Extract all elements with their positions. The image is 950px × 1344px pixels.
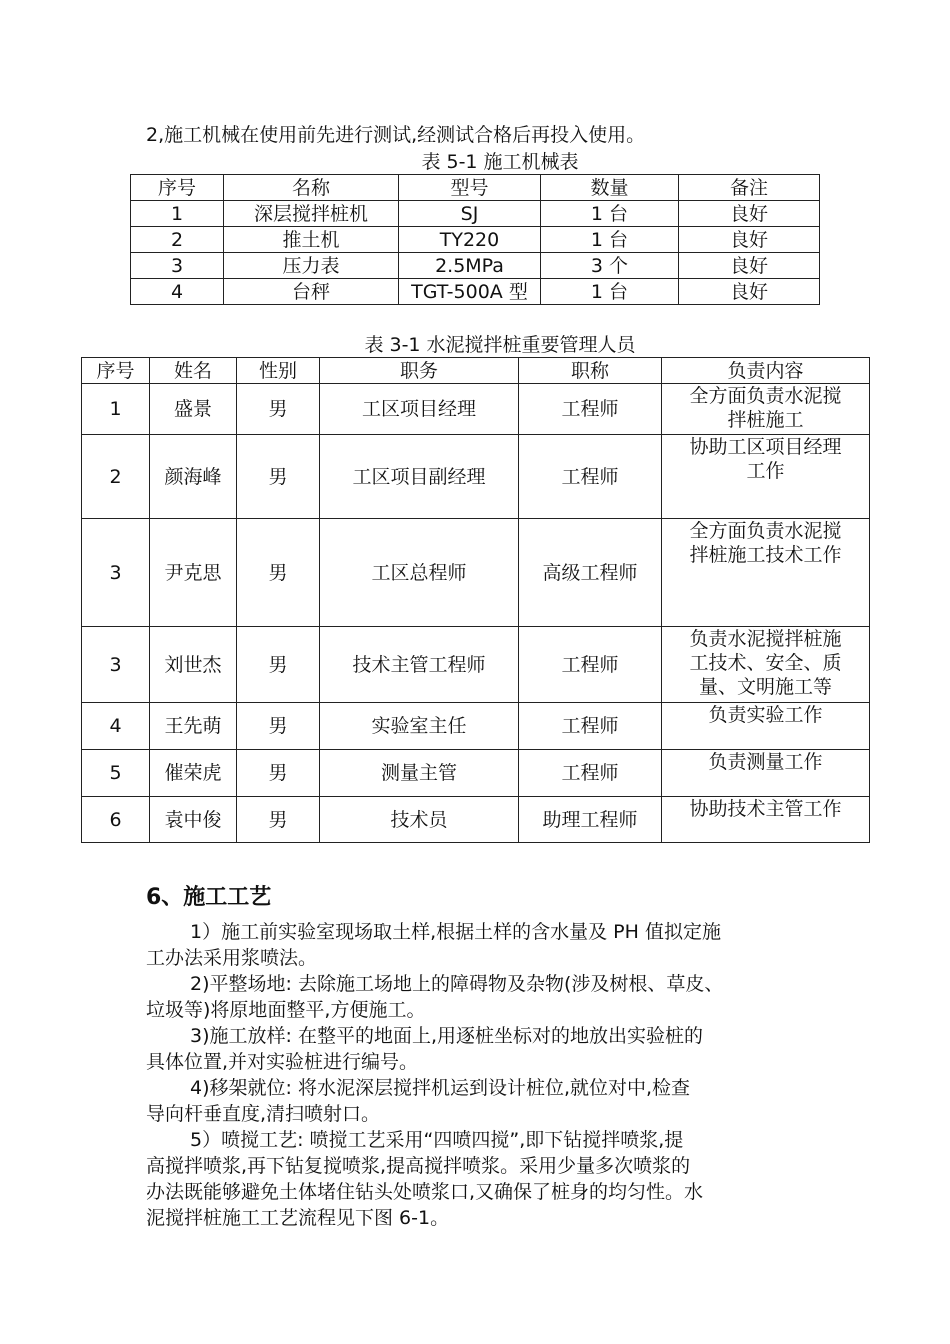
person-name: 刘世杰 — [150, 627, 237, 703]
row-number: 2 — [82, 435, 150, 519]
person-sex: 男 — [237, 750, 320, 797]
column-header: 职务 — [320, 358, 519, 384]
table-cell: 良好 — [679, 201, 820, 227]
paragraph-line: 具体位置,并对实验桩进行编号。 — [146, 1051, 419, 1073]
person-title: 高级工程师 — [519, 519, 662, 627]
responsibility-line: 全方面负责水泥搅 — [689, 520, 842, 542]
person-name: 尹克思 — [150, 519, 237, 627]
row-number: 4 — [82, 703, 150, 750]
responsibility-cell — [662, 797, 870, 843]
column-header: 型号 — [399, 175, 541, 201]
person-duty: 技术员 — [320, 797, 519, 843]
table-row — [131, 227, 820, 253]
responsibility-line: 工作 — [746, 460, 785, 482]
person-name: 催荣虎 — [150, 750, 237, 797]
column-header: 负责内容 — [662, 358, 870, 384]
table-cell: 良好 — [679, 227, 820, 253]
table-cell: 深层搅拌桩机 — [224, 201, 399, 227]
person-sex: 男 — [237, 627, 320, 703]
responsibility-line: 拌桩施工技术工作 — [689, 544, 842, 566]
person-title: 工程师 — [519, 435, 662, 519]
responsibility-cell — [662, 384, 870, 435]
column-header: 序号 — [82, 358, 150, 384]
table-cell: SJ — [399, 201, 541, 227]
person-name: 颜海峰 — [150, 435, 237, 519]
person-title: 工程师 — [519, 703, 662, 750]
responsibility-cell — [662, 435, 870, 519]
responsibility-line: 拌桩施工 — [727, 409, 804, 431]
person-sex: 男 — [237, 384, 320, 435]
person-name: 王先萌 — [150, 703, 237, 750]
table-cell: 1 — [131, 201, 224, 227]
table-cell: 推土机 — [224, 227, 399, 253]
person-sex: 男 — [237, 797, 320, 843]
paragraph-line: 1）施工前实验室现场取土样,根据土样的含水量及 PH 值拟定施 — [190, 921, 721, 943]
paragraph-line: 泥搅拌桩施工工艺流程见下图 6-1。 — [146, 1207, 450, 1229]
person-duty: 工区项目经理 — [320, 384, 519, 435]
responsibility-cell — [662, 703, 870, 750]
responsibility-line: 负责水泥搅拌桩施 — [689, 628, 842, 650]
responsibility-line: 协助技术主管工作 — [689, 798, 842, 820]
responsibility-line: 负责实验工作 — [708, 704, 823, 726]
table-row — [82, 435, 870, 519]
paragraph-line: 3)施工放样: 在整平的地面上,用逐桩坐标对的地放出实验桩的 — [190, 1025, 703, 1047]
row-number: 3 — [82, 519, 150, 627]
person-sex: 男 — [237, 435, 320, 519]
paragraph-line: 2)平整场地: 去除施工场地上的障碍物及杂物(涉及树根、草皮、 — [190, 973, 724, 995]
paragraph-line: 办法既能够避免土体堵住钻头处喷浆口,又确保了桩身的均匀性。水 — [146, 1181, 704, 1203]
table-row — [82, 750, 870, 797]
table-row — [82, 703, 870, 750]
table-row — [131, 279, 820, 305]
paragraph-line: 导向杆垂直度,清扫喷射口。 — [146, 1103, 381, 1125]
table-cell: 2 — [131, 227, 224, 253]
table-cell: 2.5MPa — [399, 253, 541, 279]
paragraph-line: 5）喷搅工艺: 喷搅工艺采用“四喷四搅”,即下钻搅拌喷浆,提 — [190, 1129, 684, 1151]
responsibility-line: 量、文明施工等 — [698, 676, 832, 698]
table1-caption: 表 5-1 施工机械表 — [421, 151, 579, 173]
intro-line: 2,施工机械在使用前先进行测试,经测试合格后再投入使用。 — [146, 124, 646, 146]
table-row — [131, 201, 820, 227]
section-heading: 6、施工工艺 — [146, 885, 272, 910]
table-row — [82, 519, 870, 627]
row-number: 3 — [82, 627, 150, 703]
row-number: 6 — [82, 797, 150, 843]
row-number: 5 — [82, 750, 150, 797]
person-title: 工程师 — [519, 384, 662, 435]
table-header-row — [82, 358, 870, 384]
table-cell: 台秤 — [224, 279, 399, 305]
responsibility-cell — [662, 519, 870, 627]
table-cell: 压力表 — [224, 253, 399, 279]
table2-caption: 表 3-1 水泥搅拌桩重要管理人员 — [364, 334, 636, 356]
person-title: 助理工程师 — [519, 797, 662, 843]
table-cell: TGT-500A 型 — [399, 279, 541, 305]
table-cell: 3 个 — [541, 253, 679, 279]
person-duty: 工区项目副经理 — [320, 435, 519, 519]
person-title: 工程师 — [519, 750, 662, 797]
person-sex: 男 — [237, 703, 320, 750]
person-duty: 测量主管 — [320, 750, 519, 797]
table-cell: 1 台 — [541, 201, 679, 227]
responsibility-line: 工技术、安全、质 — [689, 652, 842, 674]
table-row — [82, 797, 870, 843]
table-cell: 4 — [131, 279, 224, 305]
person-name: 袁中俊 — [150, 797, 237, 843]
table-row — [131, 253, 820, 279]
person-sex: 男 — [237, 519, 320, 627]
responsibility-cell — [662, 750, 870, 797]
paragraph-line: 4)移架就位: 将水泥深层搅拌机运到设计桩位,就位对中,检查 — [190, 1077, 691, 1099]
table-cell: 良好 — [679, 253, 820, 279]
paragraph-line: 工办法采用浆喷法。 — [146, 947, 318, 969]
column-header: 数量 — [541, 175, 679, 201]
paragraph-line: 高搅拌喷浆,再下钻复搅喷浆,提高搅拌喷浆。采用少量多次喷浆的 — [146, 1155, 691, 1177]
row-number: 1 — [82, 384, 150, 435]
responsibility-cell — [662, 627, 870, 703]
paragraph-line: 垃圾等)将原地面整平,方便施工。 — [146, 999, 426, 1021]
responsibility-line: 全方面负责水泥搅 — [689, 385, 842, 407]
person-title: 工程师 — [519, 627, 662, 703]
table-cell: 3 — [131, 253, 224, 279]
column-header: 姓名 — [150, 358, 237, 384]
table-cell: TY220 — [399, 227, 541, 253]
table-cell: 良好 — [679, 279, 820, 305]
table-row — [82, 384, 870, 435]
person-duty: 技术主管工程师 — [320, 627, 519, 703]
column-header: 性别 — [237, 358, 320, 384]
table-cell: 1 台 — [541, 227, 679, 253]
person-duty: 工区总程师 — [320, 519, 519, 627]
column-header: 备注 — [679, 175, 820, 201]
responsibility-line: 协助工区项目经理 — [689, 436, 842, 458]
table-row — [82, 627, 870, 703]
column-header: 序号 — [131, 175, 224, 201]
personnel-table — [81, 357, 870, 843]
column-header: 名称 — [224, 175, 399, 201]
responsibility-line: 负责测量工作 — [708, 751, 823, 773]
table-header-row — [131, 175, 820, 201]
machinery-table — [130, 174, 820, 305]
person-duty: 实验室主任 — [320, 703, 519, 750]
table-cell: 1 台 — [541, 279, 679, 305]
column-header: 职称 — [519, 358, 662, 384]
person-name: 盛景 — [150, 384, 237, 435]
